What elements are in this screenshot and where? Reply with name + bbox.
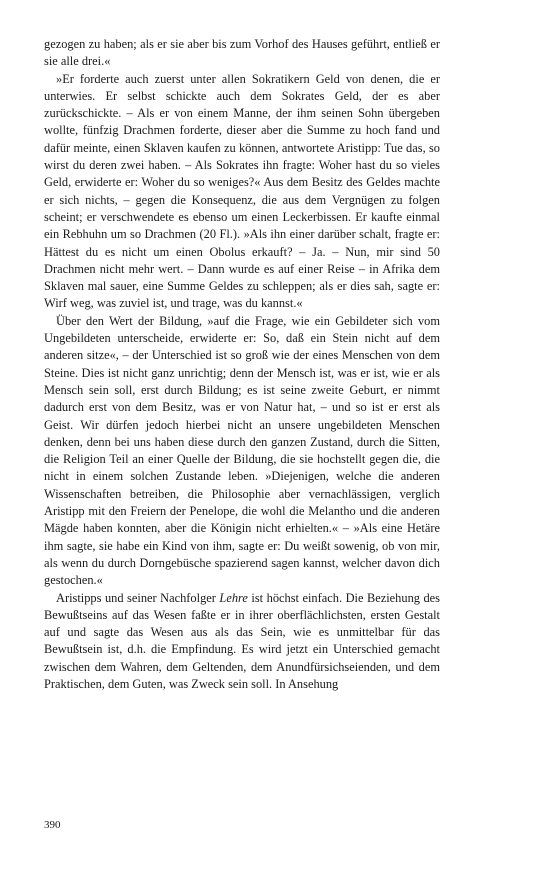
paragraph-3: Über den Wert der Bildung, »auf die Frage, wie ein Gebildeter sich vom Ungebildeten unterscheide, erwiderte er: So, daß ein Stein nicht auf dem anderen sitze«, – der Unterschied ist so groß wie der eines Menschen von dem Steine. Dies ist nicht ganz unrichtig; denn der Mensch ist, was er ist, wie er als Mensch sein soll, erst durch Bildung; es ist seine zweite Geburt, er nimmt dadurch erst von dem Besitz, was er von Natur hat, – und so ist er erst als Geist. Wir dürfen jedoch hierbei nicht an unsere ungebildeten Menschen denken, denn bei uns haben diese durch den ganzen Zustand, durch die Sitten, die Religion Teil an einer Quelle der Bildung, die sie hochstellt gegen die, die nicht in einem solchen Zustande leben. »Diejenigen, welche die anderen Wissenschaften betreiben, die Philosophie aber vernachlässigen, verglich Aristipp mit den Freiern der Penelope, die wohl die Melantho und die anderen Mägde haben konnten, aber die Königin nicht erhielten.« – »Als eine Hetäre ihm sagte, sie habe ein Kind von ihm, sagte er: Du weißt sowenig, ob von mir, als wenn du durch Dorngebüsche spazierend sagen kannst, welcher davon dich gestochen.« — [44, 313, 440, 588]
paragraph-1: gezogen zu haben; als er sie aber bis zum Vorhof des Hauses geführt, entließ er sie alle drei.« — [44, 37, 440, 69]
paragraph-4-text-before: Aristipps und seiner Nachfolger — [56, 590, 220, 605]
page-body-text — [44, 36, 440, 693]
page-number: 390 — [44, 819, 61, 831]
emphasis-lehre: Lehre — [219, 590, 248, 605]
paragraph-4-text-after: ist höchst einfach. Die Beziehung des Bewußtseins auf das Wesen faßte er in ihrer oberflächlichsten, ersten Gestalt auf und sagte das Wesen aus als das Sein, wie es unmittelbar für das Bewußtsein ist, d.h. die Empfindung. Es wird jetzt ein Unterschied gemacht zwischen dem Wahren, dem Geltenden, dem Anundfürsichseienden, und dem Praktischen, dem Guten, was Zweck sein soll. In Ansehung — [44, 590, 440, 691]
paragraph-4 — [44, 590, 440, 694]
paragraph-2: »Er forderte auch zuerst unter allen Sokratikern Geld von denen, die er unterwies. Er selbst schickte auch dem Sokrates Geld, der es aber zurückschickte. – Als er von einem Manne, der ihm seinen Sohn übergeben wollte, fünfzig Drachmen forderte, dieser aber die Summe zu hoch fand und dafür meinte, einen Sklaven kaufen zu können, antwortete Aristipp: Tue das, so wirst du deren zwei haben. – Als Sokrates ihn fragte: Woher hast du so vieles Geld, erwiderte er: Woher du so weniges?« Aus dem Besitz des Geldes machte er sich nichts, – gegen die Konsequenz, die aus dem Vergnügen zu folgen scheint; er verschwendete es ebenso um einen Leckerbissen. Er kaufte einmal ein Rebhuhn um so Drachmen (20 Fl.). »Als ihn einer darüber schalt, fragte er: Hättest du es nicht um einen Obolus erkauft? – Ja. – Nun, mir sind 50 Drachmen nicht mehr wert. – Dann wurde es auf einer Reise – in Afrika dem Sklaven mal sauer, eine Summe Geldes zu schleppen; als er dies sah, sagte er: Wirf weg, was zuviel ist, und trage, was du kannst.« — [44, 71, 440, 311]
